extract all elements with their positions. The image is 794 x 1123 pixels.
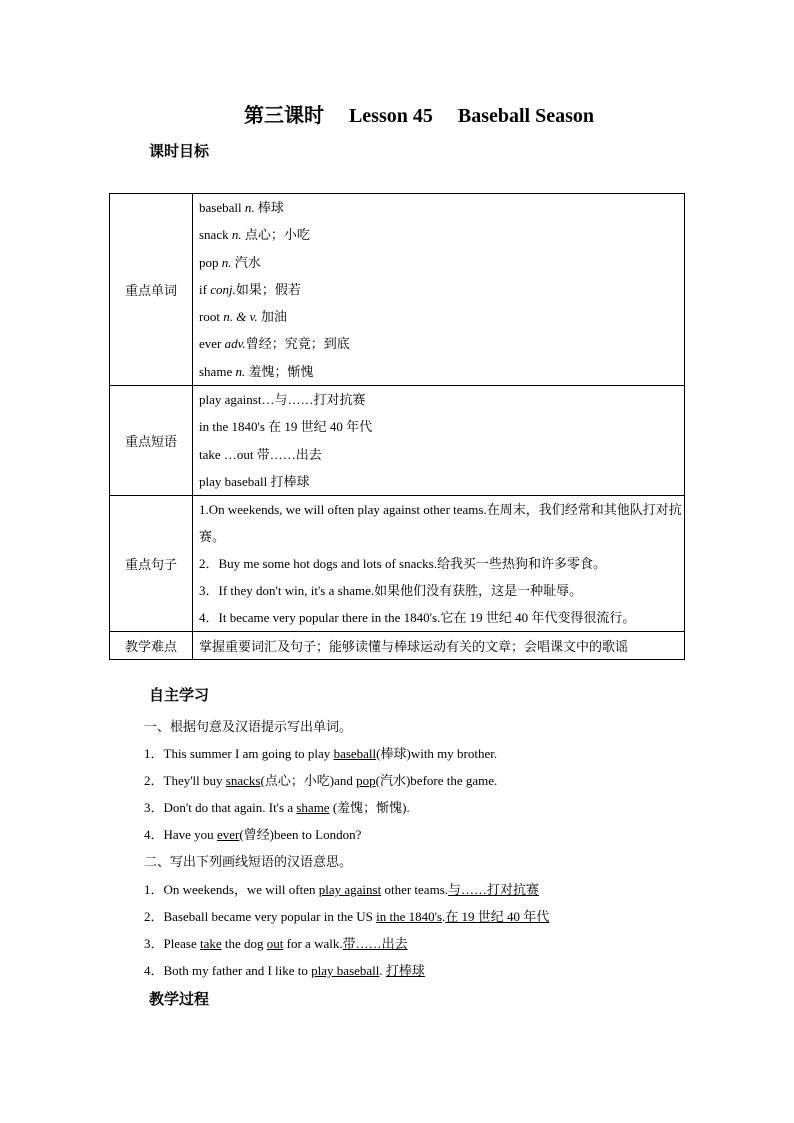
vocab-item: pop n. 汽水	[199, 254, 261, 271]
vocab-row	[110, 194, 685, 386]
lesson-cn: 第三课时	[243, 105, 324, 127]
part2-instruction: 二、写出下列画线短语的汉语意思。	[144, 855, 353, 870]
sentence-row	[110, 496, 685, 632]
answer: 与……打对抗赛	[448, 882, 540, 897]
phrase-item: in the 1840's 在 19 世纪 40 年代	[199, 419, 373, 435]
answer: pop	[356, 773, 376, 788]
sentence-label: 重点句子	[110, 496, 193, 632]
underlined-phrase: take	[199, 936, 222, 951]
sentence-content	[193, 496, 685, 632]
part2-item: 4．Both my father and I like to play baseball. 打棒球	[144, 963, 425, 978]
objectives-table	[109, 193, 685, 660]
part1-item: 2．They'll buy snacks(点心；小吃)and pop(汽水)before the game.	[144, 773, 498, 788]
vocab-item: snack n. 点心；小吃	[199, 227, 310, 244]
underlined-phrase: in the 1840's	[376, 909, 443, 924]
lesson-number: Lesson 45	[348, 105, 433, 127]
vocab-item: root n. & v. 加油	[199, 309, 287, 326]
self-study-heading: 自主学习	[149, 686, 210, 704]
phrase-item: play baseball 打棒球	[199, 473, 310, 489]
phrase-item: play against…与……打对抗赛	[199, 392, 366, 408]
sentence-item: 3．If they don't win, it's a shame.如果他们没有获胜，这是一种耻辱。	[199, 583, 583, 599]
part1-item: 3．Don't do that again. It's a shame (羞愧；惭愧).	[144, 800, 410, 815]
difficulty-content: 掌握重要词汇及句子；能够读懂与棒球运动有关的文章；会唱课文中的歌谣	[193, 632, 685, 660]
difficulty-row	[110, 632, 685, 660]
process-heading: 教学过程	[149, 990, 210, 1008]
underlined-phrase: out	[266, 936, 284, 951]
answer: shame	[296, 800, 330, 815]
vocab-label: 重点单词	[110, 194, 193, 386]
phrase-item: take …out 带……出去	[199, 446, 322, 462]
sentence-item: 4．It became very popular there in the 1840's.它在 19 世纪 40 年代变得很流行。	[199, 610, 636, 626]
answer: 打棒球	[385, 963, 425, 978]
page-title	[0, 99, 794, 128]
vocab-item: shame n. 羞愧；惭愧	[199, 363, 314, 380]
vocab-item: if conj.如果；假若	[199, 281, 301, 298]
lesson-name: Baseball Season	[457, 105, 595, 127]
phrase-content	[193, 386, 685, 496]
objectives-heading: 课时目标	[149, 142, 210, 160]
part1-item: 4．Have you ever(曾经)been to London?	[144, 827, 362, 842]
part1-instruction: 一、根据句意及汉语提示写出单词。	[144, 720, 353, 735]
part1-item: 1．This summer I am going to play baseball(棒球)with my brother.	[144, 746, 498, 761]
answer: 在 19 世纪 40 年代	[445, 909, 550, 924]
answer: ever	[216, 827, 240, 842]
answer: baseball	[333, 746, 377, 761]
part2-item: 1．On weekends，we will often play against other teams.与……打对抗赛	[144, 882, 540, 897]
phrase-row	[110, 386, 685, 496]
vocab-item: ever adv.曾经；究竟；到底	[199, 336, 350, 353]
sentence-item: 1.On weekends, we will often play against other teams.在周末，我们经常和其他队打对抗赛。	[199, 502, 682, 545]
part2-item: 3．Please take the dog out for a walk.带……出去	[144, 936, 408, 951]
phrase-label: 重点短语	[110, 386, 193, 496]
part2-item: 2．Baseball became very popular in the US in the 1840's.在 19 世纪 40 年代	[144, 909, 550, 924]
answer: snacks	[225, 773, 261, 788]
sentence-item: 2．Buy me some hot dogs and lots of snacks.给我买一些热狗和许多零食。	[199, 556, 606, 572]
vocab-item: baseball n. 棒球	[199, 200, 284, 216]
vocab-content	[193, 194, 685, 386]
underlined-phrase: play baseball	[311, 963, 380, 978]
difficulty-label: 教学难点	[110, 632, 193, 660]
answer: 带……出去	[342, 936, 408, 951]
underlined-phrase: play against	[318, 882, 382, 897]
